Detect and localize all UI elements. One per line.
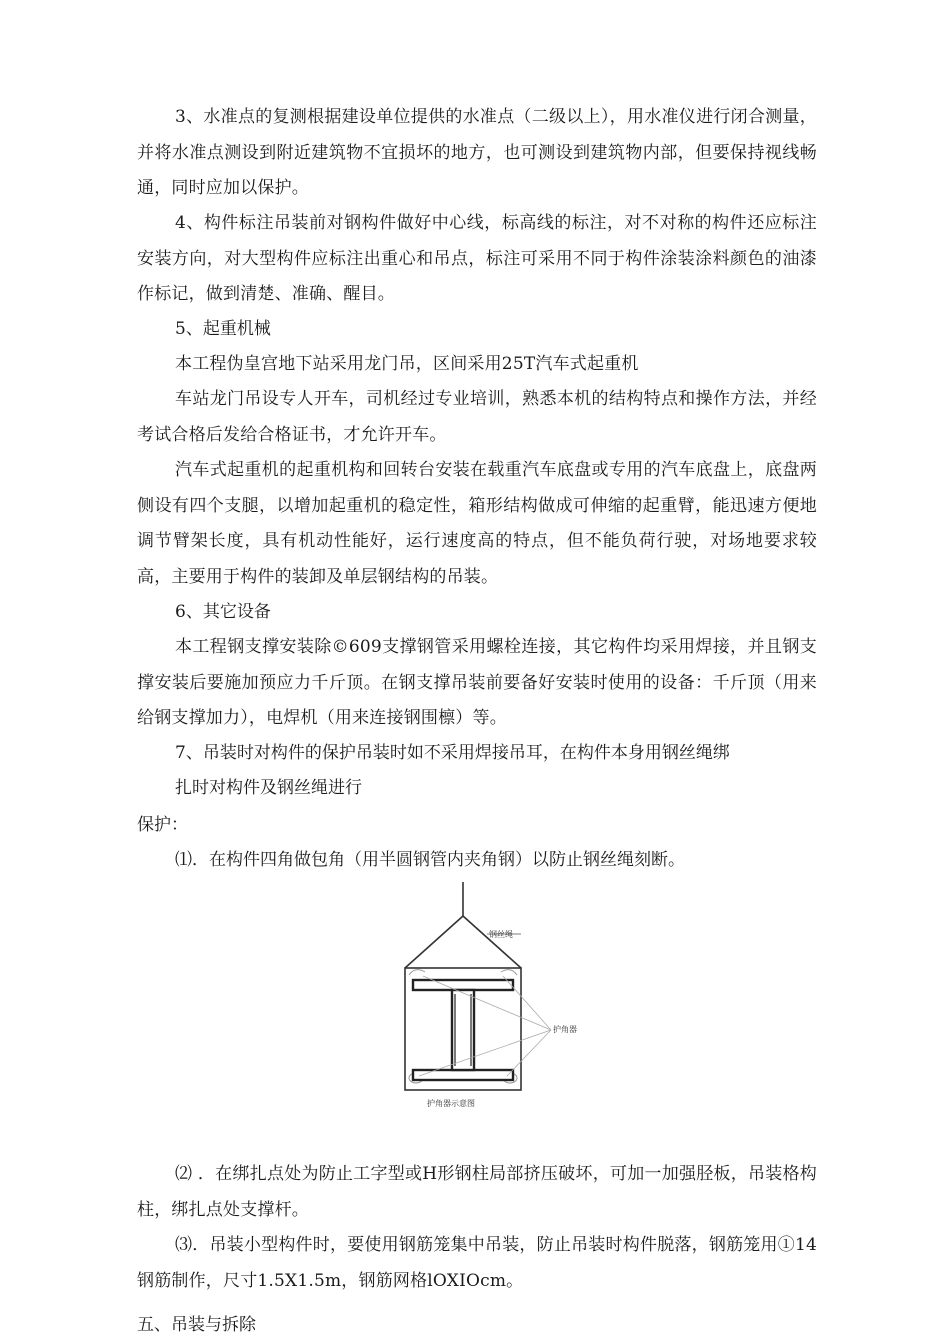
paragraph-truck-crane: 汽车式起重机的起重机构和回转台安装在载重汽车底盘或专用的汽车底盘上，底盘两侧设有四个支腿，以增加起重机的稳定性，箱形结构做成可伸缩的起重臂，能迅速方便地调节臂架长度，具有机动性能好，运行速度高的特点，但不能负荷行驶，对场地要求较高，主要用于构件的装卸及单层钢结构的吊装。: [137, 460, 817, 587]
paragraph-protection-label: 保护：: [137, 815, 188, 835]
paragraph-gantry-crane-operator: 车站龙门吊设专人开车，司机经过专业培训，熟悉本机的结构特点和操作方法，并经考试合格后发给合格证书，才允许开车。: [137, 389, 817, 445]
list-item-corner-wrap: ⑴．在构件四角做包角（用半圆钢管内夹角钢）以防止钢丝绳刻断。: [175, 850, 685, 870]
paragraph-benchmark-survey: 3、水准点的复测根据建设单位提供的水准点（二级以上），用水准仪进行闭合测量，并将水准点测设到附近建筑物不宜损坏的地方，也可测设到建筑物内部，但要保持视线畅通，同时应加以保护。: [137, 107, 817, 198]
corner-protector-diagram: [395, 880, 577, 1120]
list-item-rebar-cage: ⑶．吊装小型构件时，要使用钢筋笼集中吊装，防止吊装时构件脱落，钢筋笼用①14钢筋制作，尺寸1.5X1.5m，钢筋网格lOXIOcm。: [137, 1235, 817, 1291]
heading-lifting-machinery: 5、起重机械: [175, 319, 271, 339]
diagram-caption: 护角器示意图: [427, 1099, 475, 1108]
paragraph-other-equipment: 本工程钢支撑安装除©609支撑钢管采用螺栓连接，其它构件均采用焊接，并且钢支撑安装后要施加预应力千斤顶。在钢支撑吊装前要备好安装时使用的设备：千斤顶（用来给钢支撑加力），电焊机（用来连接钢围檩）等。: [137, 637, 817, 728]
section-heading-lifting-and-dismantling: 五、吊装与拆除: [137, 1315, 256, 1335]
heading-other-equipment: 6、其它设备: [175, 602, 271, 622]
paragraph-crane-usage: 本工程伪皇宫地下站采用龙门吊，区间采用25T汽车式起重机: [175, 354, 639, 374]
paragraph-component-marking: 4、构件标注吊装前对钢构件做好中心线，标高线的标注，对不对称的构件还应标注安装方向，对大型构件应标注出重心和吊点，标注可采用不同于构件涂装涂料颜色的油漆作标记，做到清楚、准确、醒目。: [137, 213, 817, 304]
protector-label: 护角器: [553, 1025, 577, 1034]
paragraph-component-protection-line1: 7、吊装时对构件的保护吊装时如不采用焊接吊耳，在构件本身用钢丝绳绑: [175, 743, 730, 763]
list-item-reinforcing-plate: ⑵ ．在绑扎点处为防止工字型或H形钢柱局部挤压破坏，可加一加强胫板，吊装格构柱，绑扎点处支撑杆。: [137, 1164, 817, 1220]
rope-label: 钢丝绳: [489, 930, 513, 939]
paragraph-component-protection-line2: 扎时对构件及钢丝绳进行: [175, 778, 362, 798]
